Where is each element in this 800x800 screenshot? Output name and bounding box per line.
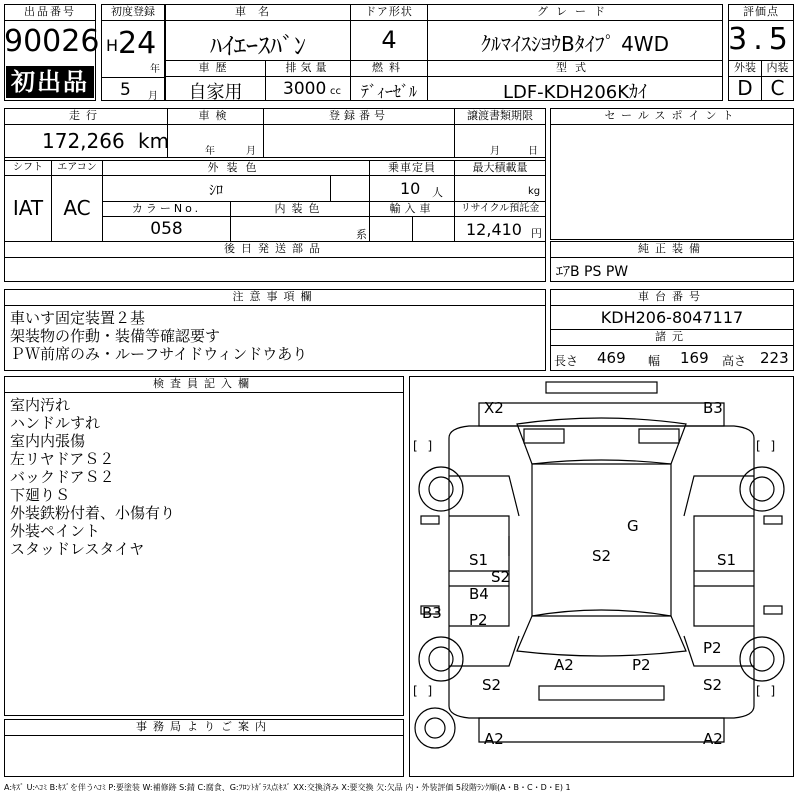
mark-left-front-door-s1: S1 (469, 551, 489, 569)
note-line: 車いす固定装置２基 (10, 309, 146, 327)
dimensions-label: 諸元 (550, 329, 794, 346)
inspector-line: スタッドレスタイヤ (10, 540, 145, 558)
inspector-line: 外装ペイント (10, 522, 101, 540)
inspector-line: 左リヤドアＳ２ (10, 450, 115, 468)
reg-month: 5 (120, 80, 131, 100)
mark-left-side-b3: B3 (422, 604, 442, 622)
color-no-label: カラーNo. (102, 201, 231, 217)
mark-right-front-door-s1: S1 (717, 551, 737, 569)
car-name: ﾊｲｴｰｽﾊﾞﾝ (210, 32, 306, 60)
note-line: 架装物の作動・装備等確認要す (10, 327, 221, 345)
inspector-label: 検査員記入欄 (4, 376, 404, 393)
fuel-label: 燃料 (350, 60, 428, 77)
spec-row2-line (4, 157, 546, 158)
inspector-line: 室内汚れ (10, 396, 71, 414)
grade-label: グレード (427, 4, 723, 21)
inspector-line: 外装鉄粉付着、小傷有り (10, 504, 176, 522)
legend-text: A:ｷｽﾞ U:ﾍｺﾐ B:ｷｽﾞを伴うﾍｺﾐ P:要塗装 W:補修跡 S:錆 C:腐食、G:ﾌﾛﾝﾄｶﾞﾗｽ点ｷｽﾞ XX:交換済み X:要交換 欠:欠品 内・外装評価 5段階ﾗﾝｸ順(A・B・C・D・E) 1 (4, 783, 571, 792)
lot-no-label: 出品番号 (4, 4, 96, 21)
bracket-mark: [ ] (756, 439, 776, 453)
diagram-front-bumper (479, 403, 724, 426)
lot-no: 90026 (4, 24, 100, 59)
grade-value: ｸﾙﾏｲｽｼﾖｳBﾀｲﾌﾟ 4WD (481, 32, 669, 56)
docs-label: 譲渡書類期限 (454, 108, 546, 125)
inspection-year-unit: 年 (205, 146, 215, 157)
wheel-front-left (419, 467, 463, 511)
width-label: 幅 (648, 354, 661, 368)
color-value: ｼﾛ (209, 183, 223, 199)
plate-label: 登録番号 (263, 108, 455, 125)
int-grade-value: C (770, 76, 785, 100)
note-line: ＰＷ前席のみ・ルーフサイドウィンドウあり (10, 345, 308, 363)
wheel-rear-right (740, 637, 784, 681)
chassis-label: 車台番号 (550, 289, 794, 306)
mark-left-rear-s2: S2 (482, 676, 502, 694)
genuine-equipment-label: 純正装備 (550, 241, 794, 258)
wheel-front-right (740, 467, 784, 511)
sales-points-label: セールスポイント (550, 108, 794, 125)
capacity-unit: 人 (432, 186, 443, 199)
import-label: 輸入車 (369, 201, 455, 217)
docs-month-unit: 月 (490, 146, 500, 157)
inspector-line: ハンドルすれ (10, 414, 101, 432)
height-label: 高さ (722, 354, 747, 368)
length-label: 長さ (554, 354, 579, 368)
color-label: 外装色 (102, 160, 370, 176)
mark-left-rear-door-p2: P2 (469, 611, 488, 629)
mark-rear-bumper-left-a2: A2 (484, 730, 504, 748)
int-grade-label: 内装 (761, 60, 794, 77)
length-value: 469 (597, 349, 626, 367)
mark-right-rear-p2: P2 (703, 639, 722, 657)
diagram-rear-glass (517, 610, 686, 656)
recycle-value: 12,410 (466, 220, 522, 239)
import-split (412, 216, 413, 242)
mark-roof-s2: S2 (592, 547, 612, 565)
displacement-unit: cc (330, 86, 341, 97)
bracket-mark: [ ] (413, 439, 433, 453)
mileage-value: 172,266 (42, 129, 125, 153)
inspector-line: バックドアＳ２ (10, 468, 115, 486)
reg-month-unit: 月 (148, 91, 158, 102)
shift-label: シフト (4, 160, 52, 176)
ac-label: エアコン (51, 160, 103, 176)
mark-front-right-b3: B3 (703, 399, 723, 417)
wheel-rear-left (419, 637, 463, 681)
history-value: 自家用 (188, 82, 243, 103)
capacity-label: 乗車定員 (369, 160, 455, 176)
color-split (330, 175, 331, 202)
reg-divider (101, 77, 165, 78)
fuel-value: ﾃﾞｨｰｾﾞﾙ (360, 82, 417, 101)
bracket-mark: [ ] (756, 684, 776, 698)
shift-value: IAT (12, 196, 44, 220)
recycle-unit: 円 (531, 227, 542, 240)
car-diagram (409, 376, 794, 777)
inspector-line: 下廻りＳ (10, 486, 71, 504)
mark-front-left-x2: X2 (484, 399, 504, 417)
color-no-value: 058 (150, 219, 183, 239)
notes-lines (10, 309, 307, 363)
mark-rear-bumper-right-a2: A2 (703, 730, 723, 748)
bracket-mark: [ ] (413, 684, 433, 698)
reg-era: H (106, 36, 119, 55)
inspection-month-unit: 月 (246, 146, 256, 157)
inspection-label: 車検 (167, 108, 264, 125)
model-label: 型式 (427, 60, 723, 77)
sales-points-box (550, 108, 794, 240)
later-parts-label: 後日発送部品 (4, 241, 546, 258)
max-load-label: 最大積載量 (454, 160, 546, 176)
score-value: 3.5 (728, 22, 794, 57)
int-color-col (230, 201, 370, 242)
displacement-label: 排気量 (265, 60, 351, 77)
docs-day-unit: 日 (528, 146, 538, 157)
car-name-label: 車名 (165, 4, 351, 21)
diagram-windshield (517, 418, 686, 464)
first-listing-badge: 初出品 (6, 66, 94, 98)
recycle-label: リサイクル預託金 (454, 201, 546, 217)
ext-grade-value: D (737, 76, 753, 100)
diagram-rear-bumper (479, 718, 724, 742)
mark-rear-left-a2: A2 (554, 656, 574, 674)
genuine-equipment-value: ｴｱB PS PW (556, 264, 629, 280)
model-value: LDF-KDH206Kｶｲ (502, 82, 648, 103)
ac-value: AC (63, 196, 91, 220)
chassis-value: KDH206-8047117 (600, 308, 744, 327)
diagram-roof (532, 464, 671, 616)
reg-year-unit: 年 (150, 64, 160, 75)
doors-label: ドア形状 (350, 4, 428, 21)
inspector-line: 室内内張傷 (10, 432, 86, 450)
doors-value: 4 (381, 26, 397, 54)
wheel-spare (415, 708, 455, 748)
plate-col (263, 108, 455, 158)
max-load-unit: kg (528, 186, 541, 197)
reg-year: 24 (118, 26, 157, 61)
mark-left-step-s2: S2 (491, 568, 511, 586)
displacement-value: 3000 (283, 79, 327, 99)
mark-left-rear-door-b4: B4 (469, 585, 489, 603)
mark-right-rear-s2: S2 (703, 676, 723, 694)
mark-roof-g: G (627, 517, 639, 535)
inspector-lines (10, 396, 175, 558)
diagram-top-bar (546, 382, 657, 393)
width-value: 169 (680, 349, 709, 367)
history-label: 車歴 (165, 60, 266, 77)
office-label: 事務局よりご案内 (4, 719, 404, 736)
mileage-label: 走行 (4, 108, 168, 125)
mileage-unit: km (138, 129, 170, 153)
height-value: 223 (760, 349, 789, 367)
capacity-value: 10 (400, 179, 421, 198)
int-color-unit: 系 (356, 228, 367, 241)
mark-rear-right-p2: P2 (632, 656, 651, 674)
notes-label: 注意事項欄 (4, 289, 546, 306)
score-label: 評価点 (728, 4, 794, 21)
int-color-label: 内装色 (230, 201, 370, 217)
reg-label: 初度登録 (101, 4, 165, 21)
ext-grade-label: 外装 (728, 60, 762, 77)
